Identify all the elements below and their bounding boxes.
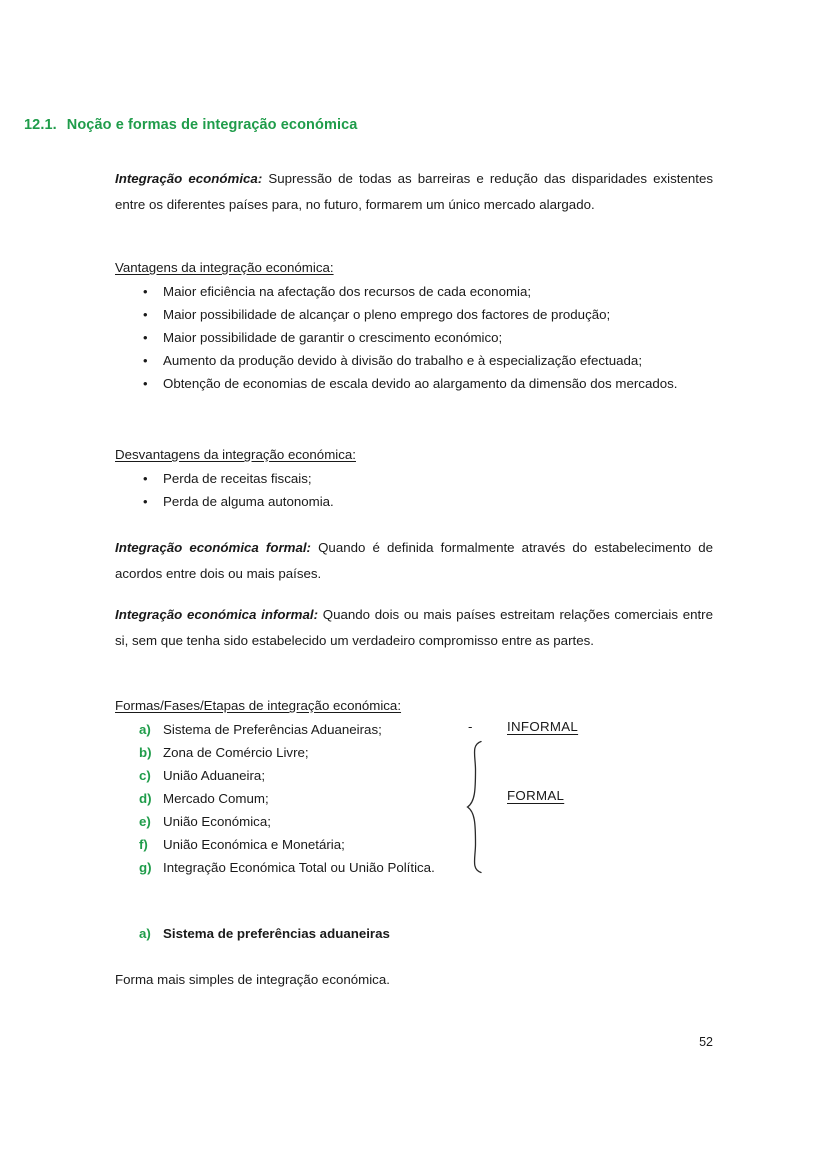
definition-body: Quando dois ou mais países estreitam relações comerciais entre si, sem que tenha sido estabelecido um verdadeiro compromisso entre as partes. bbox=[115, 607, 714, 648]
list-marker: c) bbox=[139, 768, 151, 783]
list-marker: a) bbox=[139, 722, 151, 737]
list-item bbox=[115, 833, 713, 856]
list-item-label: Zona de Comércio Livre; bbox=[163, 745, 309, 760]
page-number: 52 bbox=[699, 1035, 713, 1049]
definition-term: Integração económica: bbox=[115, 171, 263, 186]
desvantagens-list bbox=[115, 467, 713, 513]
definition-term: Integração económica formal: bbox=[115, 540, 311, 555]
list-item bbox=[115, 787, 713, 810]
vantagens-heading: Vantagens da integração económica: bbox=[115, 260, 334, 275]
section-title-text: Noção e formas de integração económica bbox=[66, 117, 358, 133]
formas-heading: Formas/Fases/Etapas de integração económica: bbox=[115, 698, 402, 713]
definition-integracao-formal bbox=[115, 535, 713, 586]
list-marker: b) bbox=[139, 745, 152, 760]
list-item: • Perda de receitas fiscais; bbox=[115, 467, 713, 490]
definition-term: Integração económica informal: bbox=[115, 607, 319, 622]
section-number: 12.1. bbox=[24, 117, 57, 133]
list-item: • Obtenção de economias de escala devido ao alargamento da dimensão dos mercados. bbox=[115, 372, 713, 396]
desvantagens-heading: Desvantagens da integração económica: bbox=[115, 447, 356, 462]
list-item bbox=[115, 718, 713, 741]
list-item-label: União Económica; bbox=[163, 814, 271, 829]
list-marker: d) bbox=[139, 791, 152, 806]
list-item-label: Sistema de Preferências Aduaneiras; bbox=[163, 722, 382, 737]
group-label-formal: FORMAL bbox=[507, 788, 565, 803]
definition-integracao-economica bbox=[115, 166, 713, 217]
list-item-label: Integração Económica Total ou União Política. bbox=[163, 860, 435, 875]
subsection-a-title-text: Sistema de preferências aduaneiras bbox=[163, 926, 390, 941]
list-marker: f) bbox=[139, 837, 148, 852]
list-item-label: Mercado Comum; bbox=[163, 791, 269, 806]
list-item: • Maior possibilidade de garantir o crescimento económico; bbox=[115, 326, 713, 349]
list-item bbox=[115, 810, 713, 833]
list-item: • Aumento da produção devido à divisão do trabalho e à especialização efectuada; bbox=[115, 349, 713, 372]
page-title bbox=[24, 117, 357, 133]
list-marker: g) bbox=[139, 860, 152, 875]
definition-body: Supressão de todas as barreiras e redução das disparidades existentes entre os diferentes países para, no futuro, formarem um único mercado alargado. bbox=[115, 171, 713, 212]
list-item-label: União Aduaneira; bbox=[163, 768, 266, 783]
list-item: • Maior eficiência na afectação dos recursos de cada economia; bbox=[115, 280, 713, 303]
list-marker: e) bbox=[139, 814, 151, 829]
list-item: • Perda de alguma autonomia. bbox=[115, 490, 713, 513]
list-item: • Maior possibilidade de alcançar o pleno emprego dos factores de produção; bbox=[115, 303, 713, 326]
list-item bbox=[115, 856, 713, 879]
informal-dash: - bbox=[468, 719, 473, 734]
formas-list bbox=[115, 718, 713, 879]
definition-integracao-informal bbox=[115, 602, 713, 653]
subsection-a-body: Forma mais simples de integração económica. bbox=[115, 972, 390, 987]
group-label-informal: INFORMAL bbox=[507, 719, 579, 734]
list-item bbox=[115, 741, 713, 764]
vantagens-list bbox=[115, 280, 713, 396]
list-marker: a) bbox=[139, 926, 151, 941]
definition-body: Quando é definida formalmente através do estabelecimento de acordos entre dois ou mais países. bbox=[115, 540, 713, 581]
list-item-label: União Económica e Monetária; bbox=[163, 837, 345, 852]
list-item bbox=[115, 764, 713, 787]
